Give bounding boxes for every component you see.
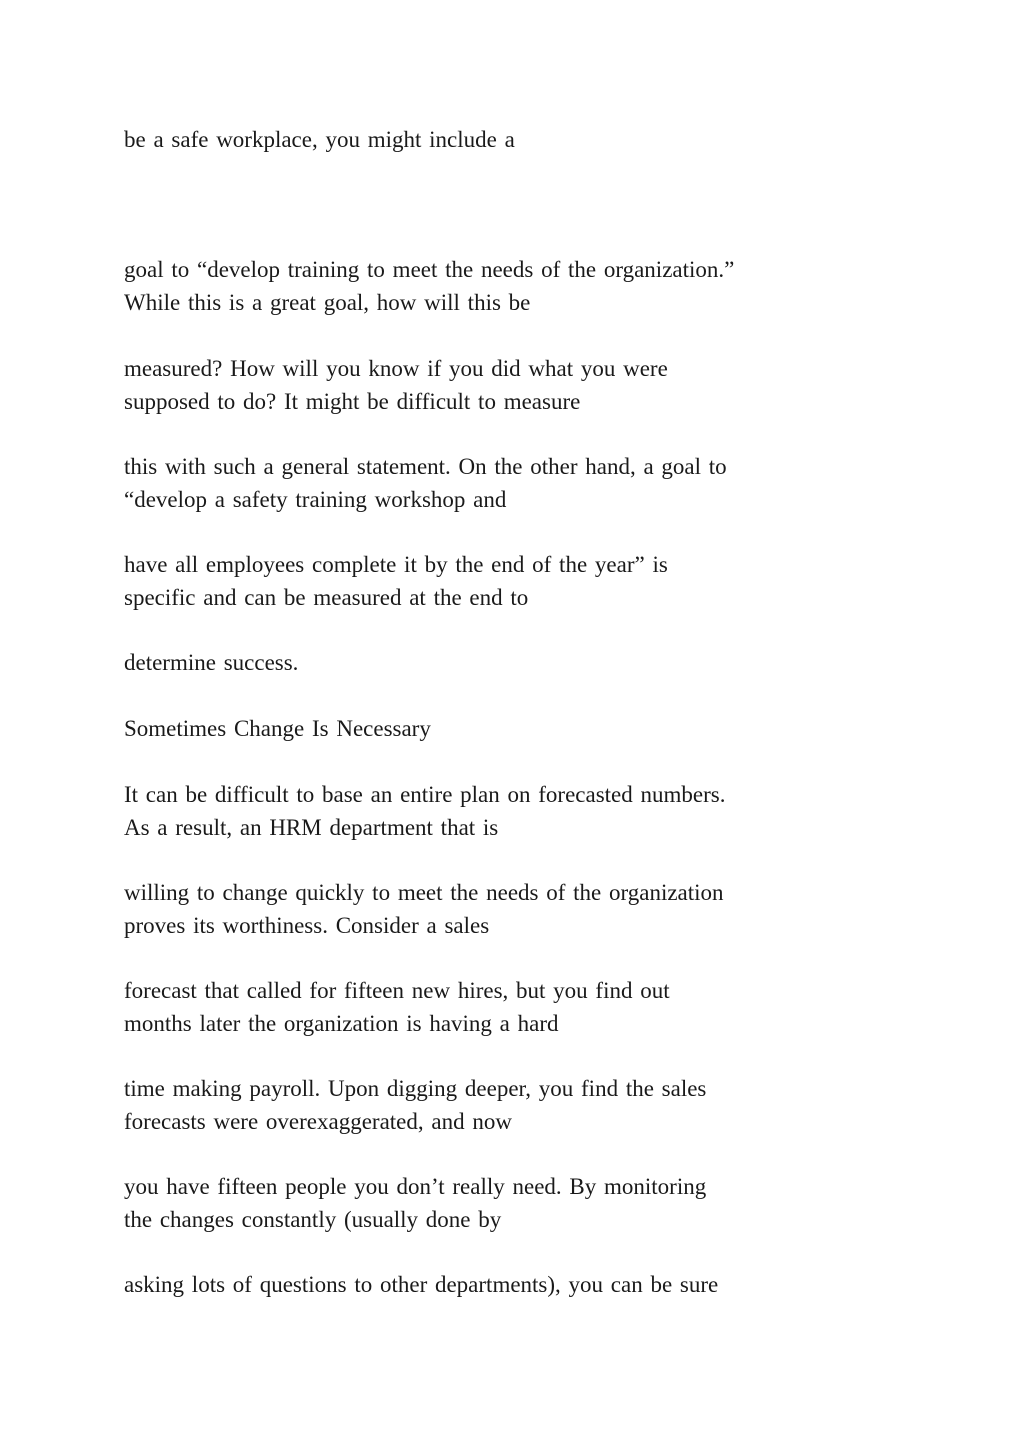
text-line: willing to change quickly to meet the needs of the organization — [124, 880, 724, 905]
text-line: measured? How will you know if you did what you were — [124, 356, 668, 381]
paragraph — [124, 974, 984, 1040]
text-line: supposed to do? It might be difficult to measure — [124, 389, 581, 414]
text-line: forecasts were overexaggerated, and now — [124, 1109, 512, 1134]
paragraph — [124, 778, 984, 844]
paragraph — [124, 876, 984, 942]
paragraph — [124, 646, 984, 679]
text-line: this with such a general statement. On the other hand, a goal to — [124, 454, 727, 479]
text-line: the changes constantly (usually done by — [124, 1207, 502, 1232]
text-line: time making payroll. Upon digging deeper, you find the sales — [124, 1076, 707, 1101]
text-line: As a result, an HRM department that is — [124, 815, 499, 840]
paragraph — [124, 1170, 984, 1236]
paragraph — [124, 548, 984, 614]
text-line: months later the organization is having a hard — [124, 1011, 559, 1036]
text-line: It can be difficult to base an entire plan on forecasted numbers. — [124, 782, 726, 807]
text-line: asking lots of questions to other departments), you can be sure — [124, 1272, 719, 1297]
text-line: determine success. — [124, 650, 299, 675]
paragraph — [124, 450, 984, 516]
text-line: specific and can be measured at the end to — [124, 585, 529, 610]
paragraph — [124, 352, 984, 418]
paragraph — [124, 1268, 984, 1301]
paragraph — [124, 1072, 984, 1138]
text-line: While this is a great goal, how will this be — [124, 290, 531, 315]
text-line: forecast that called for fifteen new hires, but you find out — [124, 978, 670, 1003]
text-line: goal to “develop training to meet the needs of the organization.” — [124, 257, 735, 282]
paragraph — [124, 123, 984, 156]
text-line: you have fifteen people you don’t really need. By monitoring — [124, 1174, 707, 1199]
text-line: have all employees complete it by the end of the year” is — [124, 552, 668, 577]
heading-line: Sometimes Change Is Necessary — [124, 716, 431, 741]
text-line: proves its worthiness. Consider a sales — [124, 913, 490, 938]
section-heading — [124, 712, 984, 745]
paragraph — [124, 253, 984, 319]
text-line: be a safe workplace, you might include a — [124, 127, 515, 152]
text-line: “develop a safety training workshop and — [124, 487, 507, 512]
